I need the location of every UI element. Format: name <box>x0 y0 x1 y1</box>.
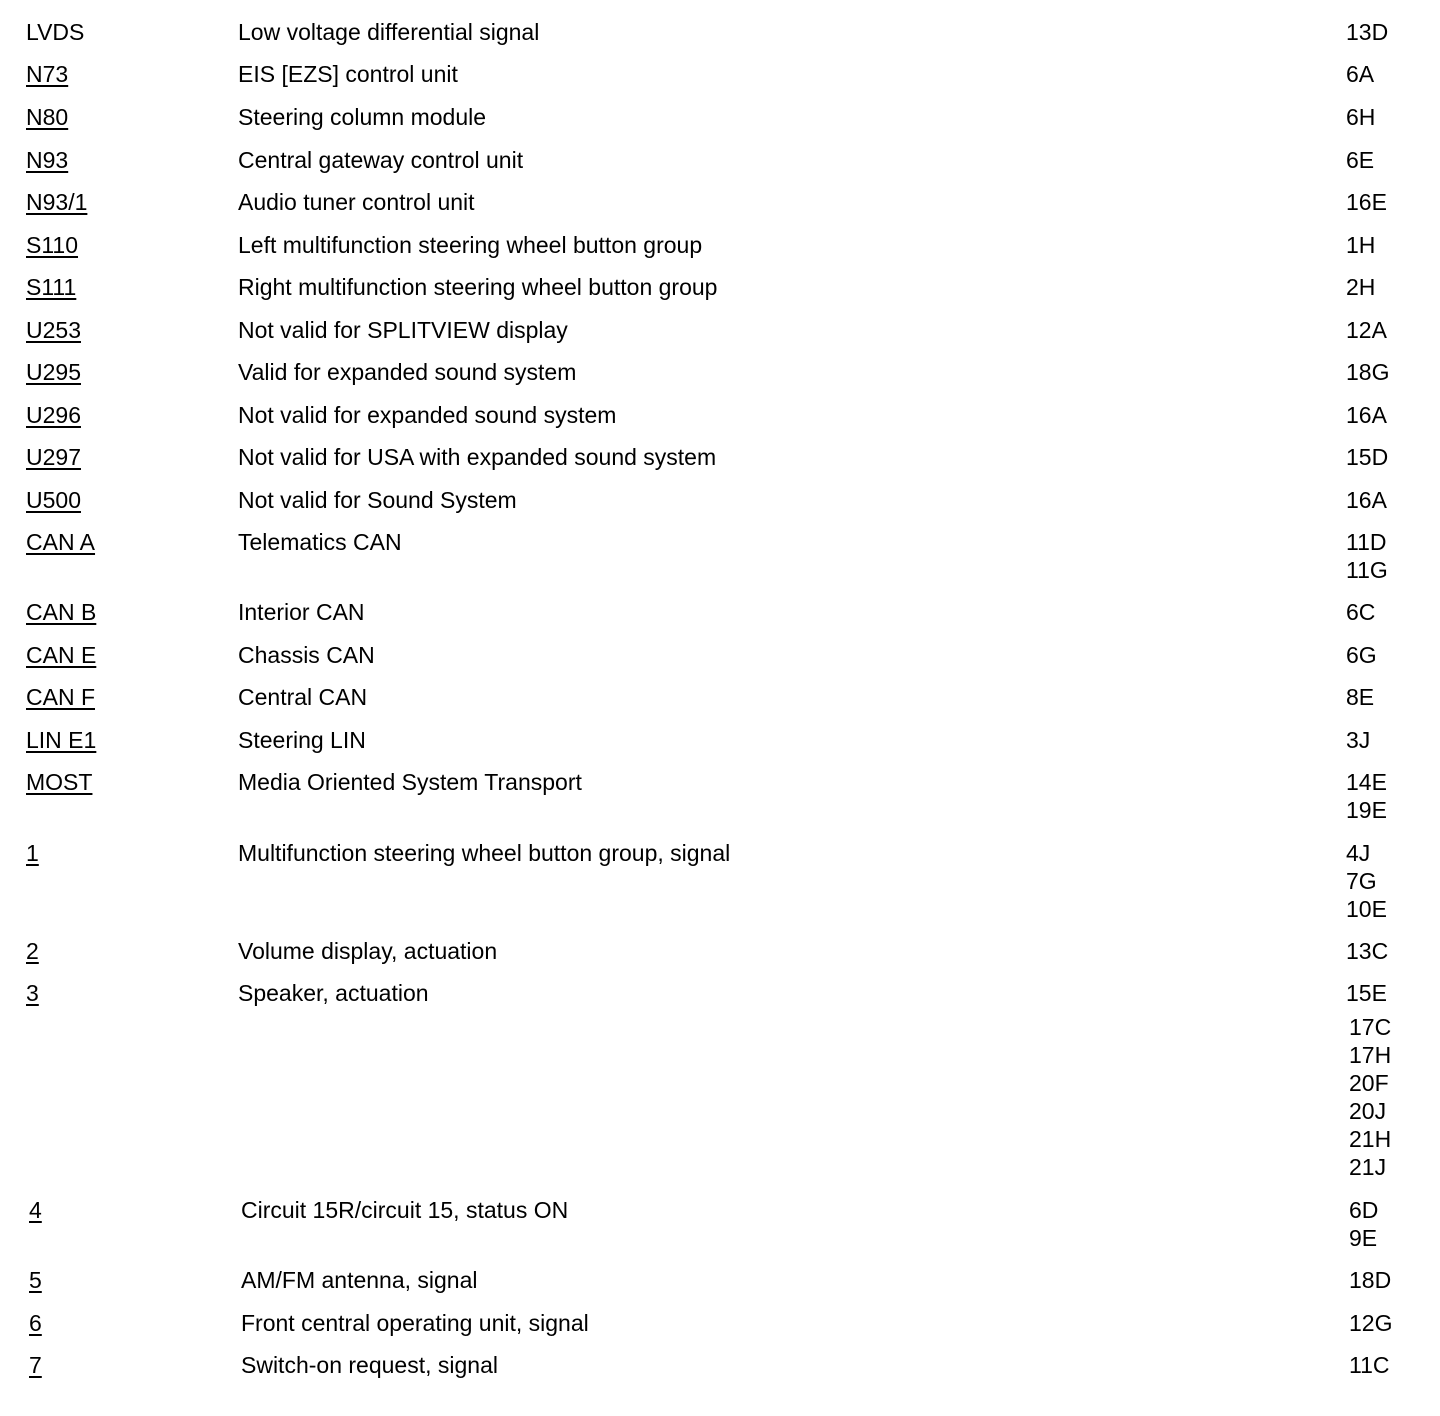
legend-row-u253 <box>0 316 1440 344</box>
legend-description: Circuit 15R/circuit 15, status ON <box>241 1197 569 1223</box>
grid-ref: 6C <box>1346 599 1376 625</box>
legend-description: Multifunction steering wheel button group, signal <box>238 840 731 866</box>
grid-ref: 15E <box>1346 980 1387 1006</box>
legend-row-most <box>0 768 1440 823</box>
grid-ref: 8E <box>1346 684 1375 710</box>
legend-refs <box>1349 1266 1391 1294</box>
legend-refs <box>1346 443 1388 471</box>
legend-refs <box>1346 641 1377 669</box>
legend-description: Low voltage differential signal <box>238 19 540 45</box>
grid-ref: 21J <box>1349 1154 1387 1180</box>
legend-description: Front central operating unit, signal <box>241 1310 589 1336</box>
grid-ref: 4J <box>1346 840 1371 866</box>
legend-row-s111 <box>0 273 1440 301</box>
legend-code-link[interactable]: N80 <box>26 104 69 130</box>
grid-ref: 15D <box>1346 444 1389 470</box>
legend-refs <box>1346 273 1375 301</box>
legend-refs <box>1346 18 1388 46</box>
legend-description: Valid for expanded sound system <box>238 359 577 385</box>
grid-ref: 16A <box>1346 402 1387 428</box>
legend-refs <box>1346 188 1387 216</box>
grid-ref: 6A <box>1346 61 1375 87</box>
legend-description: Audio tuner control unit <box>238 189 475 215</box>
legend-code-link[interactable]: 1 <box>26 840 39 866</box>
legend-refs <box>1346 768 1387 824</box>
grid-ref: 21H <box>1349 1126 1392 1152</box>
legend-row-3 <box>0 979 1440 1007</box>
legend-description: Steering LIN <box>238 727 366 753</box>
legend-row-s110 <box>0 231 1440 259</box>
legend-description: Not valid for SPLITVIEW display <box>238 317 568 343</box>
legend-refs <box>1346 726 1370 754</box>
grid-ref: 7G <box>1346 868 1377 894</box>
legend-code-link[interactable]: LIN E1 <box>26 727 97 753</box>
legend-description: Chassis CAN <box>238 642 375 668</box>
grid-ref: 14E <box>1346 769 1387 795</box>
legend-code-link[interactable]: U297 <box>26 444 81 470</box>
legend-code-link[interactable]: S110 <box>26 232 79 258</box>
legend-refs <box>1349 1351 1390 1379</box>
grid-ref: 10E <box>1346 896 1387 922</box>
legend-code-link[interactable]: 4 <box>29 1197 42 1223</box>
legend-row-u297 <box>0 443 1440 471</box>
legend-refs <box>1346 486 1387 514</box>
grid-ref: 6E <box>1346 147 1375 173</box>
legend-refs <box>1346 358 1389 386</box>
legend-row-can-f <box>0 683 1440 711</box>
legend-code-link[interactable]: 5 <box>29 1267 42 1293</box>
legend-code-link[interactable]: 2 <box>26 938 39 964</box>
legend-refs <box>1346 839 1387 923</box>
legend-row-n73 <box>0 60 1440 88</box>
grid-ref: 18D <box>1349 1267 1392 1293</box>
grid-ref: 12A <box>1346 317 1387 343</box>
legend-row-lvds <box>0 18 1440 46</box>
legend-row-can-e <box>0 641 1440 669</box>
legend-description: EIS [EZS] control unit <box>238 61 458 87</box>
grid-ref: 12G <box>1349 1310 1393 1336</box>
legend-row-1 <box>0 839 1440 922</box>
legend-description: Switch-on request, signal <box>241 1352 498 1378</box>
legend-code-link[interactable]: N73 <box>26 61 69 87</box>
grid-ref: 6D <box>1349 1197 1379 1223</box>
legend-code-link[interactable]: U295 <box>26 359 81 385</box>
legend-refs <box>1346 231 1375 259</box>
legend-row-n93-1 <box>0 188 1440 216</box>
legend-description: Central gateway control unit <box>238 147 524 173</box>
legend-description: Not valid for expanded sound system <box>238 402 617 428</box>
legend-row-n93 <box>0 146 1440 174</box>
legend-code-link[interactable]: MOST <box>26 769 93 795</box>
legend-refs <box>1346 528 1388 584</box>
legend-code: LVDS <box>26 19 85 45</box>
legend-description: Speaker, actuation <box>238 980 429 1006</box>
grid-ref: 17H <box>1349 1042 1392 1068</box>
legend-row-u296 <box>0 401 1440 429</box>
legend-row-lin-e1 <box>0 726 1440 754</box>
legend-row-6 <box>0 1309 1440 1337</box>
legend-row-u500 <box>0 486 1440 514</box>
grid-ref: 11D <box>1346 529 1387 555</box>
legend-code-link[interactable]: U296 <box>26 402 81 428</box>
legend-description: Steering column module <box>238 104 487 130</box>
legend-refs <box>1346 598 1375 626</box>
legend-refs-continued <box>1349 1013 1391 1181</box>
legend-refs <box>1346 146 1374 174</box>
legend-code-link[interactable]: CAN B <box>26 599 97 625</box>
grid-ref: 3J <box>1346 727 1371 753</box>
legend-code-link[interactable]: N93 <box>26 147 69 173</box>
legend-description: Central CAN <box>238 684 368 710</box>
grid-ref: 13D <box>1346 19 1389 45</box>
legend-row-n80 <box>0 103 1440 131</box>
legend-code-link[interactable]: CAN F <box>26 684 95 710</box>
legend-code-link[interactable]: CAN E <box>26 642 97 668</box>
legend-refs <box>1346 937 1388 965</box>
grid-ref: 18G <box>1346 359 1390 385</box>
legend-code-link[interactable]: S111 <box>26 274 77 300</box>
grid-ref: 9E <box>1349 1225 1378 1251</box>
grid-ref: 11C <box>1349 1352 1390 1378</box>
legend-description: Telematics CAN <box>238 529 402 555</box>
legend-row-u295 <box>0 358 1440 386</box>
legend-refs <box>1346 683 1374 711</box>
legend-code-link[interactable]: CAN A <box>26 529 96 555</box>
grid-ref: 1H <box>1346 232 1376 258</box>
legend-refs <box>1346 60 1374 88</box>
grid-ref: 16A <box>1346 487 1387 513</box>
legend-description: Right multifunction steering wheel button group <box>238 274 718 300</box>
grid-ref: 2H <box>1346 274 1376 300</box>
legend-description: Not valid for USA with expanded sound system <box>238 444 717 470</box>
legend-refs <box>1346 401 1387 429</box>
grid-ref: 13C <box>1346 938 1389 964</box>
legend-refs <box>1346 103 1375 131</box>
grid-ref: 17C <box>1349 1014 1392 1040</box>
legend-description: AM/FM antenna, signal <box>241 1267 478 1293</box>
legend-row-5 <box>0 1266 1440 1294</box>
legend-refs <box>1346 316 1387 344</box>
grid-ref: 6H <box>1346 104 1376 130</box>
legend-refs <box>1349 1196 1378 1252</box>
legend-row-2 <box>0 937 1440 965</box>
legend-code-link[interactable]: 7 <box>29 1352 42 1378</box>
grid-ref: 20F <box>1349 1070 1389 1096</box>
legend-row-can-a <box>0 528 1440 583</box>
legend-description: Volume display, actuation <box>238 938 498 964</box>
legend-description: Not valid for Sound System <box>238 487 517 513</box>
legend-description: Media Oriented System Transport <box>238 769 582 795</box>
legend-row-7 <box>0 1351 1440 1379</box>
legend-code-link[interactable]: 3 <box>26 980 39 1006</box>
legend-code-link[interactable]: U500 <box>26 487 81 513</box>
legend-code-link[interactable]: U253 <box>26 317 81 343</box>
legend-code-link[interactable]: N93/1 <box>26 189 88 215</box>
legend-refs <box>1346 979 1387 1007</box>
legend-row-4 <box>0 1196 1440 1251</box>
grid-ref: 19E <box>1346 797 1387 823</box>
legend-row-can-b <box>0 598 1440 626</box>
legend-description: Left multifunction steering wheel button group <box>238 232 703 258</box>
grid-ref: 20J <box>1349 1098 1387 1124</box>
grid-ref: 16E <box>1346 189 1387 215</box>
grid-ref: 11G <box>1346 557 1388 583</box>
legend-refs <box>1349 1309 1392 1337</box>
legend-description: Interior CAN <box>238 599 365 625</box>
grid-ref: 6G <box>1346 642 1377 668</box>
legend-code-link[interactable]: 6 <box>29 1310 42 1336</box>
